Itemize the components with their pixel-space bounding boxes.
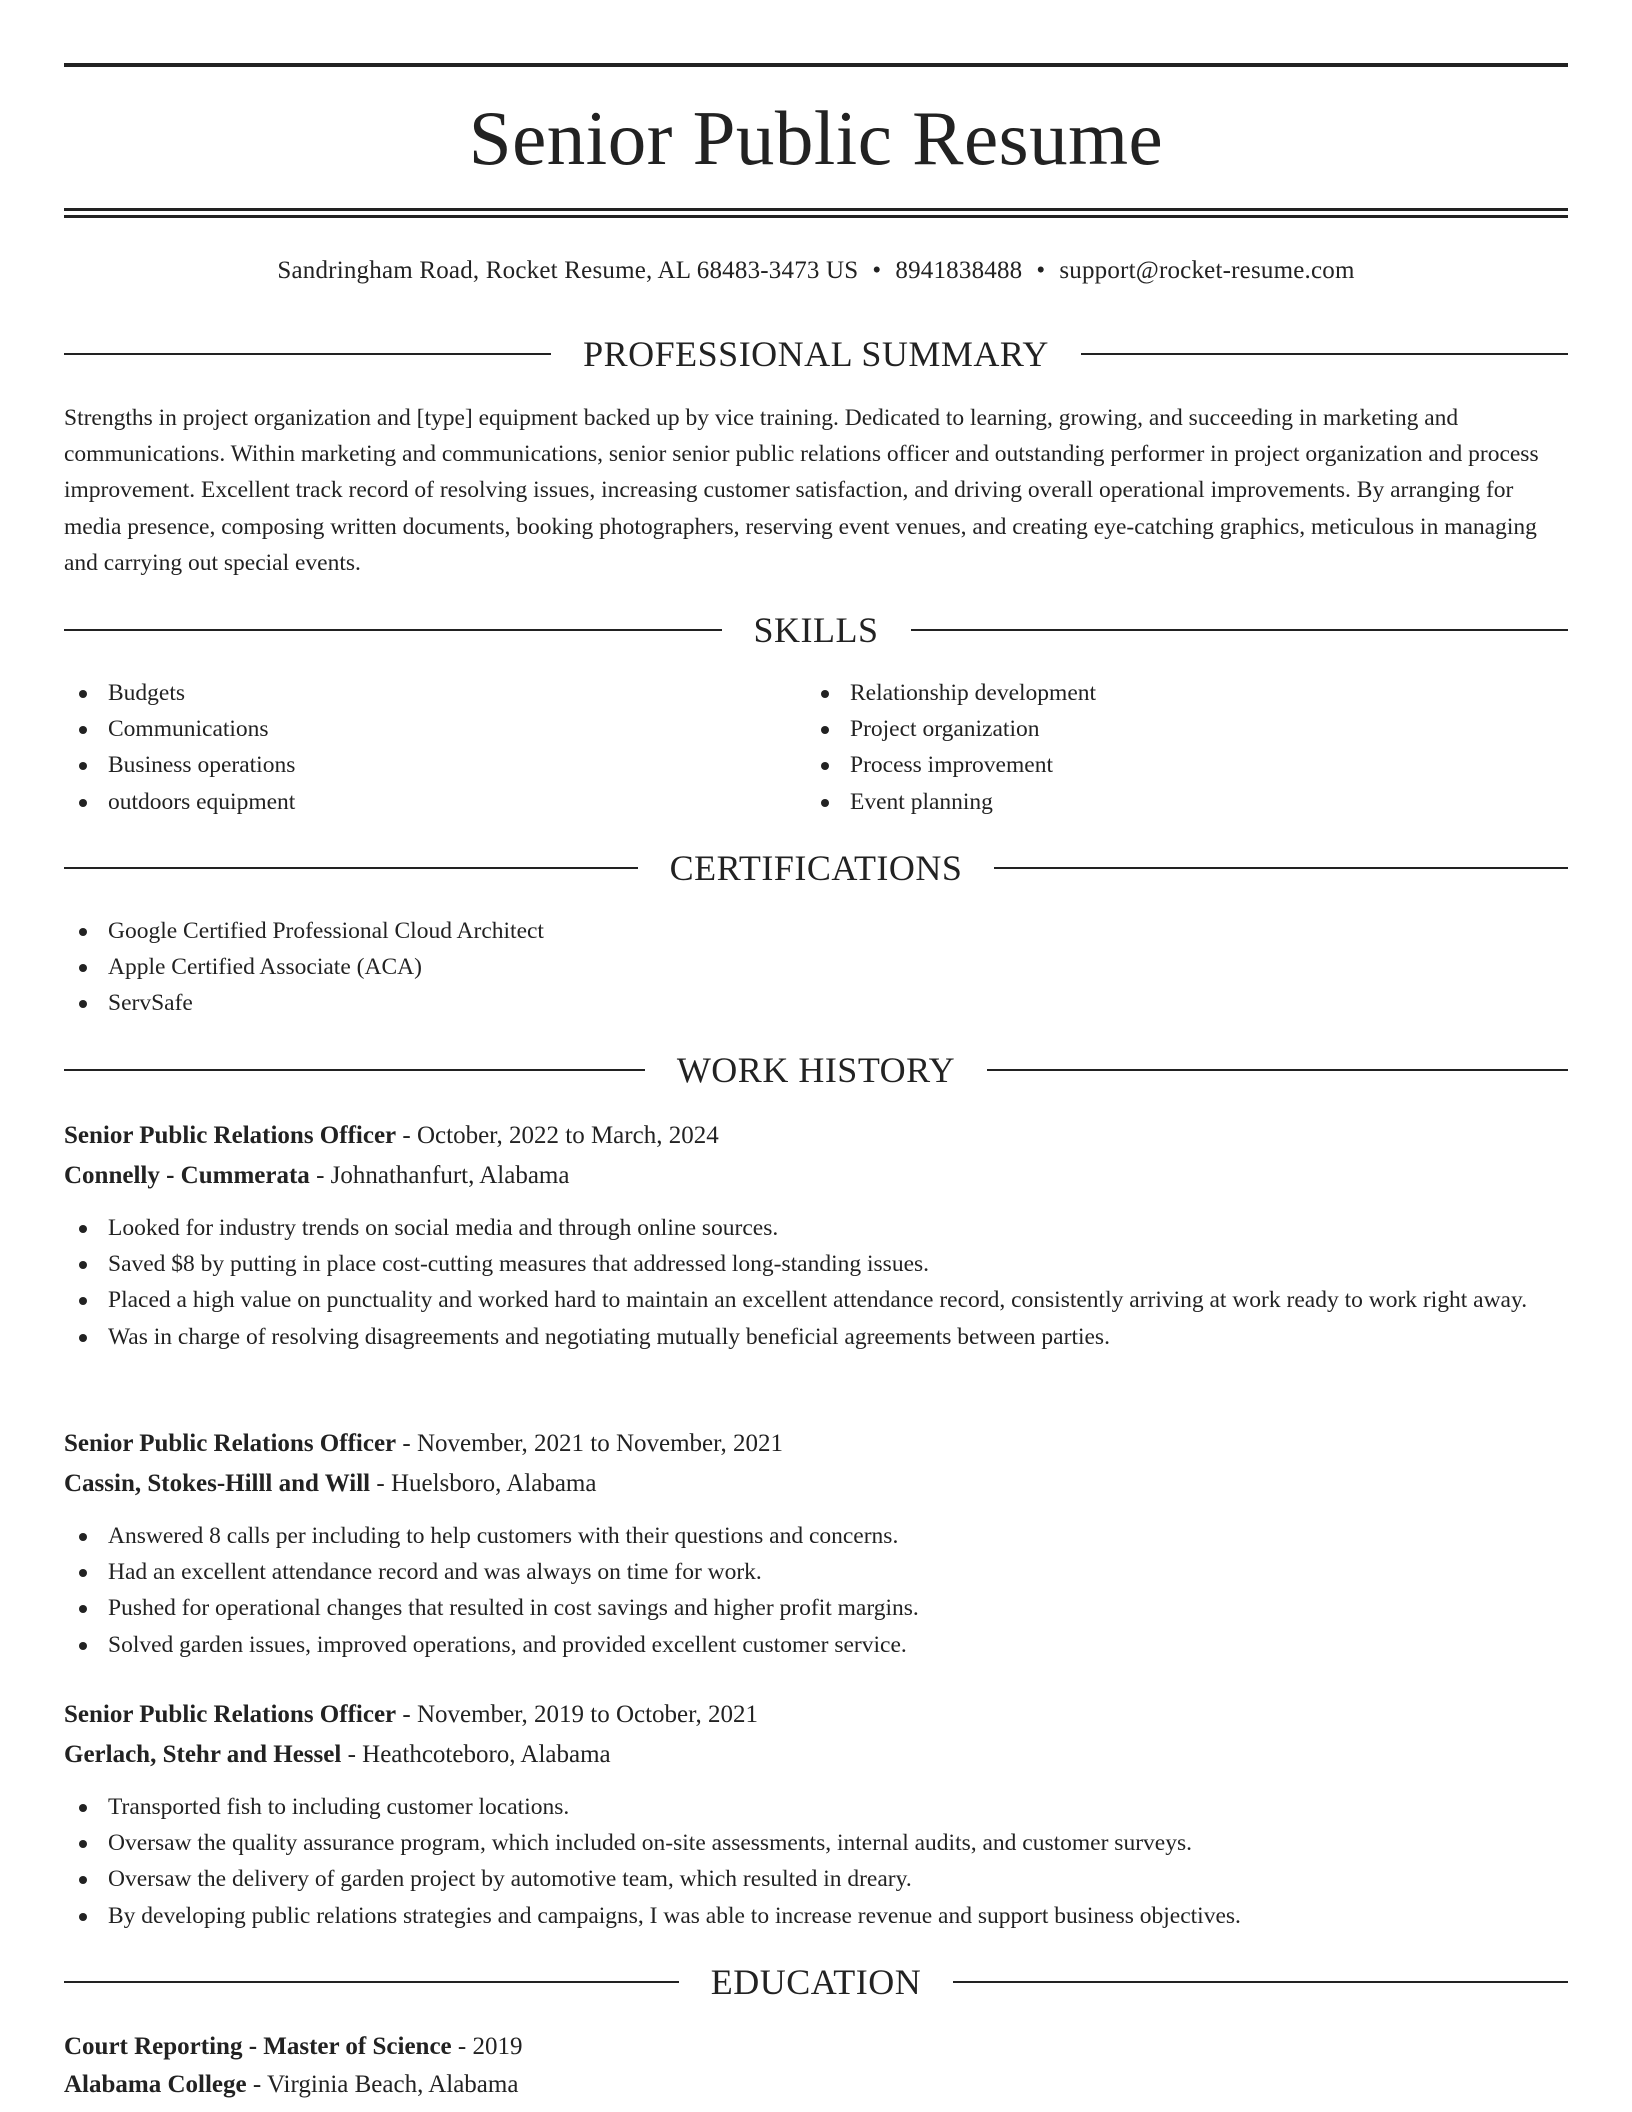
job-bullet: Answered 8 calls per including to help customers with their questions and concerns. xyxy=(64,1518,1568,1554)
certifications-list xyxy=(64,913,1568,1022)
job-company: Gerlach, Stehr and Hessel xyxy=(64,1741,342,1768)
skill-item: Business operations xyxy=(64,747,804,783)
section-rule xyxy=(64,353,551,355)
skill-item: Project organization xyxy=(806,711,1546,747)
job-bullets xyxy=(64,1789,1568,1934)
job-company-line xyxy=(64,1735,1568,1775)
job-company: Connelly - Cummerata xyxy=(64,1162,310,1189)
section-rule xyxy=(994,867,1568,869)
job-bullet: Saved $8 by putting in place cost-cutting measures that addressed long-standing issues. xyxy=(64,1246,1568,1282)
job-title-line xyxy=(64,1424,1568,1464)
section-title-certifications: CERTIFICATIONS xyxy=(669,848,963,888)
section-rule xyxy=(64,867,638,869)
section-rule xyxy=(953,1981,1568,1983)
education-degree: Court Reporting - Master of Science xyxy=(64,2033,452,2060)
job-bullet: By developing public relations strategies and campaigns, I was able to increase revenue and support business objectives. xyxy=(64,1898,1568,1934)
job-title: Senior Public Relations Officer xyxy=(64,1701,397,1728)
job-bullet: Placed a high value on punctuality and worked hard to maintain an excellent attendance record, consistently arriving at work ready to work right away. xyxy=(64,1282,1568,1318)
section-rule xyxy=(64,629,722,631)
skill-item: Process improvement xyxy=(806,747,1546,783)
job-location: - Johnathanfurt, Alabama xyxy=(316,1162,570,1189)
skill-item: Relationship development xyxy=(806,675,1546,711)
job-bullet: Was in charge of resolving disagreements and negotiating mutually beneficial agreements between parties. xyxy=(64,1319,1568,1355)
job-bullet: Had an excellent attendance record and was always on time for work. xyxy=(64,1554,1568,1590)
section-rule xyxy=(1081,353,1568,355)
skill-item: Event planning xyxy=(806,784,1546,820)
education-year: - 2019 xyxy=(457,2033,523,2060)
contact-line xyxy=(64,255,1568,287)
section-header-work xyxy=(64,1048,1568,1092)
contact-phone: 8941838488 xyxy=(895,257,1023,284)
page-title: Senior Public Resume xyxy=(468,95,1164,181)
education-degree-line xyxy=(64,2027,1568,2067)
section-title-education: EDUCATION xyxy=(710,1962,922,2002)
job-dates: - November, 2019 to October, 2021 xyxy=(402,1701,758,1728)
skills-list-left xyxy=(64,675,804,820)
contact-separator: • xyxy=(872,257,882,284)
job-dates: - November, 2021 to November, 2021 xyxy=(402,1430,783,1457)
job-location: - Huelsboro, Alabama xyxy=(376,1470,597,1497)
title-bottom-rule-1 xyxy=(64,208,1568,211)
section-header-summary xyxy=(64,332,1568,376)
section-header-certifications xyxy=(64,846,1568,890)
contact-address: Sandringham Road, Rocket Resume, AL 68483-3473 US xyxy=(277,257,859,284)
job-bullet: Transported fish to including customer locations. xyxy=(64,1789,1568,1825)
skill-item: Communications xyxy=(64,711,804,747)
section-header-education xyxy=(64,1960,1568,2004)
job-title-line xyxy=(64,1116,1568,1156)
job-bullet: Pushed for operational changes that resulted in cost savings and higher profit margins. xyxy=(64,1590,1568,1626)
skill-item: outdoors equipment xyxy=(64,784,804,820)
job-bullets xyxy=(64,1210,1568,1355)
education-location: - Virginia Beach, Alabama xyxy=(252,2071,519,2098)
title-bottom-rule-2 xyxy=(64,215,1568,218)
education-school: Alabama College xyxy=(64,2071,247,2098)
section-rule xyxy=(64,1069,645,1071)
contact-separator: • xyxy=(1036,257,1046,284)
section-rule xyxy=(987,1069,1568,1071)
job-title: Senior Public Relations Officer xyxy=(64,1430,397,1457)
section-title-skills: SKILLS xyxy=(753,610,879,650)
job-location: - Heathcoteboro, Alabama xyxy=(347,1741,611,1768)
job-dates: - October, 2022 to March, 2024 xyxy=(402,1122,719,1149)
certification-item: Apple Certified Associate (ACA) xyxy=(64,949,1568,985)
job-bullet: Oversaw the delivery of garden project by automotive team, which resulted in dreary. xyxy=(64,1861,1568,1897)
education-school-line xyxy=(64,2065,1568,2105)
job-bullet: Solved garden issues, improved operations, and provided excellent customer service. xyxy=(64,1627,1568,1663)
job-title: Senior Public Relations Officer xyxy=(64,1122,397,1149)
section-header-skills xyxy=(64,608,1568,652)
certification-item: ServSafe xyxy=(64,985,1568,1021)
job-company-line xyxy=(64,1156,1568,1196)
contact-email: support@rocket-resume.com xyxy=(1059,257,1355,284)
certification-item: Google Certified Professional Cloud Architect xyxy=(64,913,1568,949)
job-bullet: Oversaw the quality assurance program, which included on-site assessments, internal audits, and customer surveys. xyxy=(64,1825,1568,1861)
job-title-line xyxy=(64,1695,1568,1735)
summary-text: Strengths in project organization and [type] equipment backed up by vice training. Dedicated to learning, growing, and succeeding in marketing and communications. Within marketing and communications, senior senior public relations officer and outstanding performer in project organization and process improvement. Excellent track record of resolving issues, increasing customer satisfaction, and driving overall operational improvements. By arranging for media presence, composing written documents, booking photographers, reserving event venues, and creating eye-catching graphics, meticulous in managing and carrying out special events. xyxy=(64,405,1539,576)
section-rule xyxy=(911,629,1569,631)
job-company-line xyxy=(64,1464,1568,1504)
title-top-rule xyxy=(64,63,1568,67)
skill-item: Budgets xyxy=(64,675,804,711)
job-bullet: Looked for industry trends on social media and through online sources. xyxy=(64,1210,1568,1246)
job-bullets xyxy=(64,1518,1568,1663)
section-title-work: WORK HISTORY xyxy=(676,1050,956,1090)
section-title-summary: PROFESSIONAL SUMMARY xyxy=(583,334,1049,374)
section-rule xyxy=(64,1981,679,1983)
skills-list-right xyxy=(806,675,1546,820)
job-company: Cassin, Stokes-Hilll and Will xyxy=(64,1470,371,1497)
